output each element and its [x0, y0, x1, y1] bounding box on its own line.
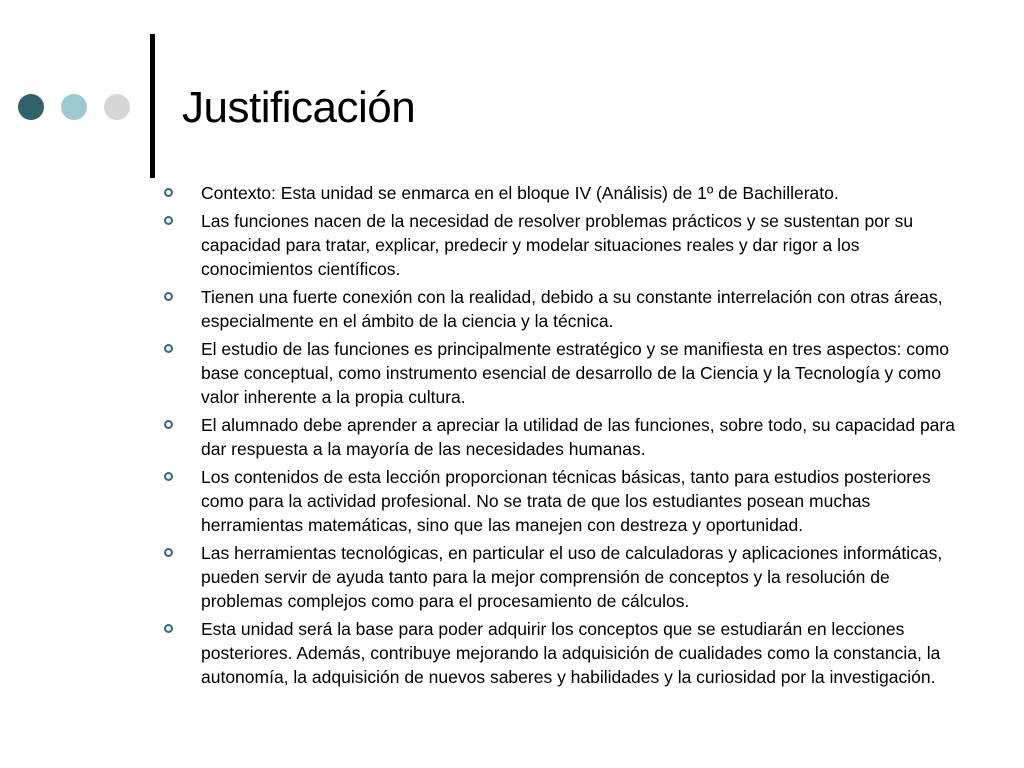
- bullet-item: [161, 181, 961, 205]
- bullet-item: [161, 465, 961, 537]
- bullet-circle-icon: [164, 344, 173, 353]
- bullet-text: Tienen una fuerte conexión con la realidad, debido a su constante interrelación con otras áreas, especialmente en el ámbito de la ciencia y la técnica.: [201, 287, 943, 331]
- bullet-item: [161, 337, 961, 409]
- bullet-text: Las herramientas tecnológicas, en particular el uso de calculadoras y aplicaciones informáticas, pueden servir de ayuda tanto para la mejor comprensión de conceptos y la resolución de problemas complejos como para el procesamiento de cálculos.: [201, 543, 943, 611]
- bullet-item: [161, 285, 961, 333]
- bullet-circle-icon: [164, 188, 173, 197]
- dark-teal-dot: [18, 94, 44, 120]
- slide-title: Justificación: [182, 83, 416, 132]
- bullet-circle-icon: [164, 548, 173, 557]
- bullet-item: [161, 209, 961, 281]
- bullet-text: Esta unidad será la base para poder adquirir los conceptos que se estudiarán en lecciones posteriores. Además, contribuye mejorando la adquisición de cualidades como la constancia, la autonomía, la adquisición de nuevos saberes y habilidades y la curiosidad por la investigación.: [201, 619, 941, 687]
- bullet-item: [161, 541, 961, 613]
- decorative-dots: [18, 94, 134, 120]
- bullet-list: [161, 181, 961, 693]
- light-teal-dot: [61, 94, 87, 120]
- bullet-item: [161, 617, 961, 689]
- bullet-circle-icon: [164, 292, 173, 301]
- bullet-text: Los contenidos de esta lección proporcionan técnicas básicas, tanto para estudios posteriores como para la actividad profesional. No se trata de que los estudiantes posean muchas herramientas matemáticas, sino que las manejen con destreza y oportunidad.: [201, 467, 931, 535]
- gray-dot: [104, 94, 130, 120]
- bullet-circle-icon: [164, 420, 173, 429]
- bullet-circle-icon: [164, 216, 173, 225]
- bullet-circle-icon: [164, 624, 173, 633]
- bullet-text: El estudio de las funciones es principalmente estratégico y se manifiesta en tres aspectos: como base conceptual, como instrumento esencial de desarrollo de la Ciencia y la Tecnología y como valor inherente a la propia cultura.: [201, 339, 950, 407]
- bullet-text: Las funciones nacen de la necesidad de resolver problemas prácticos y se sustentan por su capacidad para tratar, explicar, predecir y modelar situaciones reales y dar rigor a los conocimientos científicos.: [201, 211, 914, 279]
- bullet-text: Contexto: Esta unidad se enmarca en el bloque IV (Análisis) de 1º de Bachillerato.: [201, 183, 839, 203]
- bullet-text: El alumnado debe aprender a apreciar la utilidad de las funciones, sobre todo, su capacidad para dar respuesta a la mayoría de las necesidades humanas.: [201, 415, 955, 459]
- title-divider-line: [150, 34, 155, 178]
- bullet-item: [161, 413, 961, 461]
- bullet-circle-icon: [164, 472, 173, 481]
